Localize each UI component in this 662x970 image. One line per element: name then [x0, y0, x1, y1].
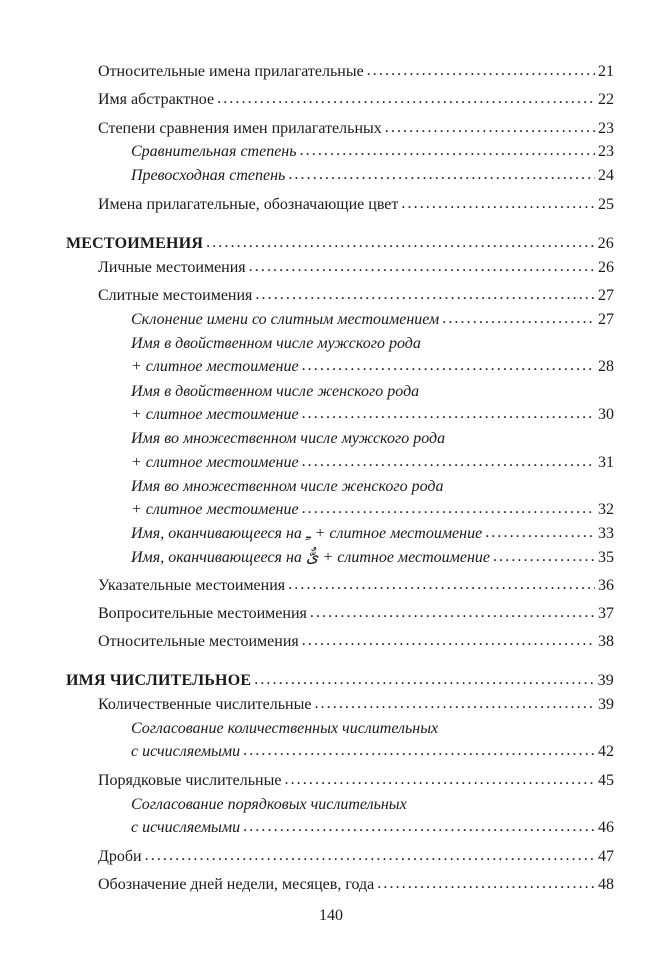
toc-entry	[131, 429, 614, 449]
dot-leader	[302, 356, 595, 376]
dot-leader	[310, 603, 595, 623]
toc-entry	[131, 477, 614, 497]
toc-entry-page: 37	[598, 605, 614, 622]
toc-entry-title: Имя в двойственном числе мужского рода	[131, 335, 421, 352]
toc-entry-title: Имена прилагательные, обозначающие цвет	[98, 196, 399, 213]
toc-entry-page: 38	[598, 633, 614, 650]
toc-entry-title: Имя абстрактное	[98, 91, 215, 108]
toc-section	[66, 234, 614, 254]
toc-section-title: ИМЯ ЧИСЛИТЕЛЬНОЕ	[66, 672, 252, 689]
toc-entry-page: 32	[598, 501, 614, 518]
toc-entry-page: 42	[598, 743, 614, 760]
toc-entry-page: 39	[597, 672, 614, 689]
dot-leader	[288, 165, 595, 185]
toc-entry-title: + слитное местоимение	[131, 358, 299, 375]
toc-entry-page: 25	[598, 196, 614, 213]
toc-entry-title: + слитное местоимение	[131, 501, 299, 518]
toc-section-title: МЕСТОИМЕНИЯ	[66, 235, 204, 252]
toc-entry-title: Дроби	[98, 848, 142, 865]
dot-leader	[442, 309, 595, 329]
toc-entry	[98, 695, 614, 715]
toc-entry	[131, 166, 614, 186]
dot-leader	[217, 89, 595, 109]
toc-entry-title: Имя, оканчивающееся на ـِ + слитное местоимение	[131, 525, 483, 542]
toc-entry	[98, 604, 614, 624]
dot-leader	[385, 118, 595, 138]
dot-leader	[288, 575, 595, 595]
toc-entry-page: 46	[598, 819, 614, 836]
toc-entry	[131, 524, 614, 544]
dot-leader	[145, 846, 595, 866]
toc-entry-title: Вопросительные местоимения	[98, 605, 307, 622]
toc-entry-page: 27	[598, 287, 614, 304]
toc-entry	[131, 719, 614, 739]
dot-leader	[302, 452, 595, 472]
toc-entry-title: Обозначение дней недели, месяцев, года	[98, 876, 375, 893]
dot-leader	[314, 694, 595, 714]
dot-leader	[302, 404, 595, 424]
toc-entry-title: + слитное местоимение	[131, 406, 299, 423]
toc-entry-title: Согласование количественных числительных	[131, 720, 439, 737]
toc-entry	[131, 334, 614, 354]
toc-entry-page: 24	[598, 167, 614, 184]
dot-leader	[300, 141, 595, 161]
toc-entry-title: Имя во множественном числе мужского рода	[131, 430, 446, 447]
dot-leader	[485, 523, 595, 543]
toc-entry	[98, 847, 614, 867]
toc-entry-page: 28	[598, 358, 614, 375]
toc-entry	[98, 576, 614, 596]
dot-leader	[367, 61, 595, 81]
dot-leader	[206, 233, 594, 253]
dot-leader	[243, 741, 595, 761]
toc-entry	[98, 632, 614, 652]
toc-entry	[98, 258, 614, 278]
toc-entry-continuation	[131, 357, 614, 377]
toc-entry	[131, 382, 614, 402]
dot-leader	[302, 631, 595, 651]
toc-entry-page: 22	[598, 91, 614, 108]
toc-entry	[98, 195, 614, 215]
toc-entry-page: 23	[598, 120, 614, 137]
toc-entry-title: Превосходная степень	[131, 167, 286, 184]
toc-entry-title: Степени сравнения имен прилагательных	[98, 120, 382, 137]
toc-entry	[98, 119, 614, 139]
dot-leader	[401, 194, 595, 214]
dot-leader	[377, 874, 595, 894]
dot-leader	[302, 499, 595, 519]
toc-entry	[131, 795, 614, 815]
toc-entry-title: Согласование порядковых числительных	[131, 796, 407, 813]
toc-entry-title: Склонение имени со слитным местоимением	[131, 311, 440, 328]
toc-entry-page: 39	[598, 696, 614, 713]
toc-entry	[98, 90, 614, 110]
dot-leader	[254, 670, 594, 690]
toc-entry	[131, 310, 614, 330]
toc-entry-page: 21	[598, 63, 614, 80]
toc-entry-page: 23	[598, 143, 614, 160]
toc-entry-page: 48	[598, 876, 614, 893]
dot-leader	[493, 547, 595, 567]
toc-entry	[131, 142, 614, 162]
toc-entry-continuation	[131, 453, 614, 473]
toc-entry-title: Слитные местоимения	[98, 287, 253, 304]
toc-entry-page: 33	[598, 525, 614, 542]
toc-entry	[131, 548, 614, 568]
toc-entry	[98, 875, 614, 895]
page-number: 140	[319, 907, 343, 924]
toc-entry-title: с исчисляемыми	[131, 819, 241, 836]
toc-entry-continuation	[131, 405, 614, 425]
toc-entry-title: Личные местоимения	[98, 259, 246, 276]
toc-entry-page: 45	[598, 772, 614, 789]
toc-entry-title: Относительные местоимения	[98, 633, 299, 650]
dot-leader	[249, 257, 595, 277]
toc-entry-title: + слитное местоимение	[131, 454, 299, 471]
toc-entry-continuation	[131, 742, 614, 762]
toc-entry-page: 27	[598, 311, 614, 328]
toc-entry-title: Относительные имена прилагательные	[98, 63, 364, 80]
toc-entry-page: 47	[598, 848, 614, 865]
toc-entry-page: 30	[598, 406, 614, 423]
toc-entry-continuation	[131, 500, 614, 520]
toc-entry-page: 36	[598, 577, 614, 594]
toc-entry-page: 35	[598, 549, 614, 566]
toc-entry	[98, 62, 614, 82]
toc-entry-title: Сравнительная степень	[131, 143, 297, 160]
toc-entry-title: Порядковые числительные	[98, 772, 282, 789]
toc-entry	[98, 286, 614, 306]
toc-entry-title: Количественные числительные	[98, 696, 312, 713]
toc-entry-title: Имя в двойственном числе женского рода	[131, 383, 420, 400]
toc-entry-continuation	[131, 818, 614, 838]
toc-entry-title: Имя, оканчивающееся на ىٌّ + слитное местоимение	[131, 549, 491, 566]
toc-entry-title: с исчисляемыми	[131, 743, 241, 760]
toc-entry-title: Имя во множественном числе женского рода	[131, 478, 444, 495]
toc-entry-page: 26	[598, 259, 614, 276]
toc-entry-page: 31	[598, 454, 614, 471]
toc-entry-title: Указательные местоимения	[98, 577, 286, 594]
dot-leader	[255, 285, 595, 305]
toc-entry	[98, 771, 614, 791]
toc-section	[66, 671, 614, 691]
dot-leader	[284, 770, 595, 790]
toc-entry-page: 26	[597, 235, 614, 252]
dot-leader	[243, 817, 595, 837]
